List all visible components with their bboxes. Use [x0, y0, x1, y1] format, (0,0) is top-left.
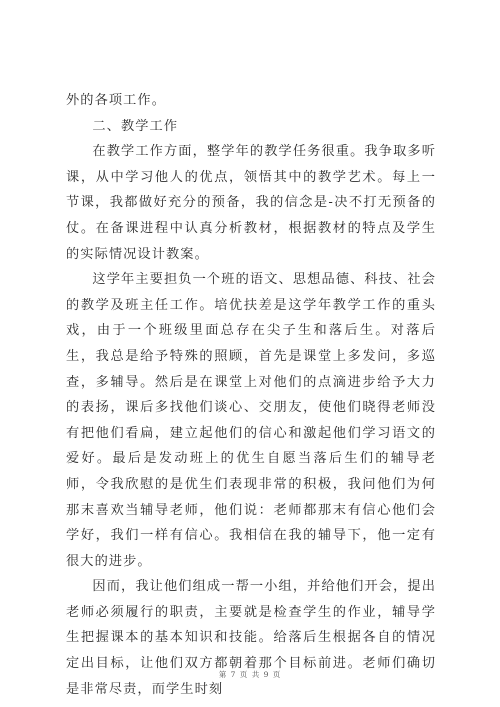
- document-body: [66, 88, 436, 702]
- paragraph-continuation: 外的各项工作。: [66, 93, 167, 108]
- paragraph: 这学年主要担负一个班的语文、思想品德、科技、社会的教学及班主任工作。培优扶差是这学年教学工作的重头戏，由于一个班级里面总存在尖子生和落后生。对落后生，我总是给予特殊的照顾，首先是课堂上多发问，多巡查，多辅导。然后是在课堂上对他们的点滴进步给予大力的表扬，课后多找他们谈心、交朋友，使他们晓得老师没有把他们看扁，建立起他们的信心和激起他们学习语文的爱好。最后是发动班上的优生自愿当落后生们的辅导老师，令我欣慰的是优生们表现非常的积极，我问他们为何那末喜欢当辅导老师，他们说：老师都那末有信心他们会学好，我们一样有信心。我相信在我的辅导下，他一定有很大的进步。: [66, 272, 436, 569]
- paragraph: 因而，我让他们组成一帮一小组，并给他们开会，提出老师必须履行的职责，主要就是检查学生的作业，辅导学生把握课本的基本知识和技能。给落后生根据各自的情况定出目标，让他们双方都朝着那个目标前进。老师们确切是非常尽责，而学生时刻: [66, 579, 436, 697]
- page-footer: 第 7 页 共 9 页: [218, 670, 282, 679]
- paragraph: 在教学工作方面，整学年的教学任务很重。我争取多听课，从中学习他人的优点，领悟其中的教学艺术。每上一节课，我都做好充分的预备，我的信念是-决不打无预备的仗。在备课进程中认真分析教材，根据教材的特点及学生的实际情况设计教案。: [66, 144, 436, 262]
- section-heading: 二、教学工作: [92, 118, 179, 134]
